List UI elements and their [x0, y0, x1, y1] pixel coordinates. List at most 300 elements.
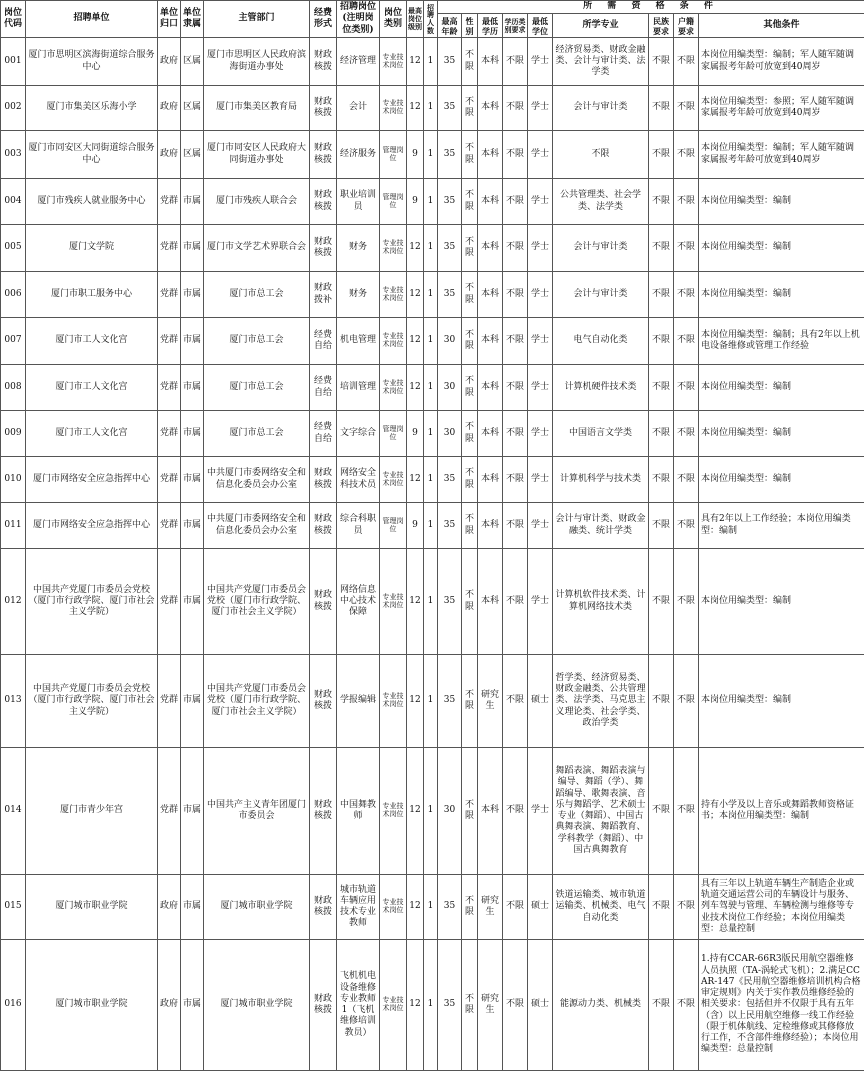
- table-row: [1, 272, 864, 318]
- cell-other: 本岗位用编类型：编制: [699, 457, 864, 503]
- cell-num: 1: [424, 179, 438, 225]
- cell-nation: 不限: [649, 503, 674, 549]
- cell-postcat: 专业技术岗位: [380, 549, 407, 655]
- cell-edu: 本科: [478, 318, 503, 365]
- cell-hukou: 不限: [674, 940, 699, 1071]
- header-other: 其他条件: [699, 14, 864, 38]
- cell-affil: 市属: [181, 457, 204, 503]
- table-row: [1, 940, 864, 1071]
- cell-postcat: 专业技术岗位: [380, 86, 407, 131]
- cell-funding: 财政核拨: [310, 655, 337, 748]
- cell-postcat: 专业技术岗位: [380, 748, 407, 875]
- cell-level: 12: [407, 940, 424, 1071]
- header-edu: 最低学历: [478, 14, 503, 38]
- cell-post: 综合科职员: [337, 503, 380, 549]
- cell-post: 财务: [337, 272, 380, 318]
- table-row: [1, 318, 864, 365]
- cell-other: 本岗位用编类型：编制: [699, 225, 864, 272]
- cell-num: 1: [424, 38, 438, 86]
- cell-degree: 学士: [528, 179, 553, 225]
- cell-edu: 研究生: [478, 940, 503, 1071]
- cell-code: 012: [1, 549, 26, 655]
- cell-age: 35: [438, 549, 462, 655]
- cell-degree: 学士: [528, 457, 553, 503]
- cell-nation: 不限: [649, 748, 674, 875]
- cell-edu: 本科: [478, 549, 503, 655]
- table-row: [1, 38, 864, 86]
- cell-dept: 厦门城市职业学院: [204, 875, 310, 940]
- header-level: 最高岗位级别: [407, 1, 424, 38]
- cell-sex: 不限: [462, 655, 478, 748]
- cell-age: 30: [438, 411, 462, 457]
- cell-num: 1: [424, 411, 438, 457]
- cell-funding: 财政核拨: [310, 748, 337, 875]
- cell-other: 本岗位用编类型：编制: [699, 272, 864, 318]
- cell-level: 12: [407, 457, 424, 503]
- cell-major: 会计与审计类: [553, 272, 649, 318]
- header-age: 最高年龄: [438, 14, 462, 38]
- cell-major: 不限: [553, 131, 649, 179]
- cell-level: 9: [407, 411, 424, 457]
- cell-affil: 市属: [181, 503, 204, 549]
- cell-funding: 经费自给: [310, 411, 337, 457]
- cell-eduwant: 不限: [503, 179, 528, 225]
- cell-major: 电气自动化类: [553, 318, 649, 365]
- cell-affil: 市属: [181, 411, 204, 457]
- cell-major: 计算机软件技术类、计算机网络技术类: [553, 549, 649, 655]
- cell-funding: 财政拨补: [310, 272, 337, 318]
- cell-sex: 不限: [462, 318, 478, 365]
- cell-unit: 厦门市工人文化宫: [26, 318, 158, 365]
- cell-post: 职业培训员: [337, 179, 380, 225]
- cell-eduwant: 不限: [503, 549, 528, 655]
- cell-affil: 市属: [181, 748, 204, 875]
- cell-post: 网络信息中心技术保障: [337, 549, 380, 655]
- cell-unit: 厦门市工人文化宫: [26, 365, 158, 411]
- cell-edu: 本科: [478, 365, 503, 411]
- cell-funding: 财政核拨: [310, 457, 337, 503]
- cell-num: 1: [424, 875, 438, 940]
- cell-level: 12: [407, 748, 424, 875]
- cell-eduwant: 不限: [503, 875, 528, 940]
- cell-nation: 不限: [649, 318, 674, 365]
- cell-sex: 不限: [462, 272, 478, 318]
- cell-hukou: 不限: [674, 272, 699, 318]
- cell-eduwant: 不限: [503, 225, 528, 272]
- cell-other: 本岗位用编类型：参照；军人随军随调家属报考年龄可放宽到40周岁: [699, 86, 864, 131]
- cell-eduwant: 不限: [503, 411, 528, 457]
- cell-num: 1: [424, 86, 438, 131]
- cell-level: 12: [407, 549, 424, 655]
- cell-dept: 厦门城市职业学院: [204, 940, 310, 1071]
- cell-degree: 学士: [528, 86, 553, 131]
- cell-dept: 厦门市总工会: [204, 365, 310, 411]
- cell-code: 004: [1, 179, 26, 225]
- cell-major: 公共管理类、社会学类、法学类: [553, 179, 649, 225]
- cell-edu: 研究生: [478, 655, 503, 748]
- cell-affil: 市属: [181, 940, 204, 1071]
- cell-nation: 不限: [649, 86, 674, 131]
- cell-other: 1.持有CCAR-66R3版民用航空器维修人员执照（TA-涡轮式飞机）；2.满足CCAR-147《民用航空器维修培训机构合格审定规则》内关于实作教员维修经验的相关要求：包括但并不仅限于具有五年（含）以上民用航空维修一线工作经验（限于机体航线、定检维修或其修修放行工作，不含部件维修经验）；本岗位用编类型：总量控制: [699, 940, 864, 1071]
- cell-num: 1: [424, 748, 438, 875]
- cell-degree: 硕士: [528, 875, 553, 940]
- cell-unit: 厦门城市职业学院: [26, 940, 158, 1071]
- cell-degree: 学士: [528, 411, 553, 457]
- cell-sex: 不限: [462, 38, 478, 86]
- cell-age: 35: [438, 38, 462, 86]
- cell-hukou: 不限: [674, 655, 699, 748]
- cell-post: 飞机机电设备维修专业教师1（飞机维修培训教员）: [337, 940, 380, 1071]
- cell-nation: 不限: [649, 549, 674, 655]
- cell-unit: 厦门市思明区滨海街道综合服务中心: [26, 38, 158, 86]
- cell-age: 35: [438, 503, 462, 549]
- cell-edu: 本科: [478, 272, 503, 318]
- cell-hukou: 不限: [674, 875, 699, 940]
- table-row: [1, 748, 864, 875]
- cell-hukou: 不限: [674, 549, 699, 655]
- cell-code: 016: [1, 940, 26, 1071]
- cell-funding: 财政核拨: [310, 549, 337, 655]
- cell-belong: 党群: [158, 179, 181, 225]
- cell-belong: 党群: [158, 272, 181, 318]
- cell-edu: 本科: [478, 411, 503, 457]
- cell-other: 本岗位用编类型：编制；军人随军随调家属报考年龄可放宽到40周岁: [699, 38, 864, 86]
- cell-other: 本岗位用编类型：编制: [699, 549, 864, 655]
- cell-age: 30: [438, 365, 462, 411]
- cell-unit: 厦门市网络安全应急指挥中心: [26, 503, 158, 549]
- cell-hukou: 不限: [674, 748, 699, 875]
- cell-eduwant: 不限: [503, 131, 528, 179]
- cell-code: 008: [1, 365, 26, 411]
- cell-funding: 经费自给: [310, 318, 337, 365]
- cell-postcat: 专业技术岗位: [380, 655, 407, 748]
- cell-eduwant: 不限: [503, 86, 528, 131]
- cell-nation: 不限: [649, 38, 674, 86]
- table-row: [1, 457, 864, 503]
- cell-sex: 不限: [462, 748, 478, 875]
- cell-age: 30: [438, 318, 462, 365]
- cell-belong: 党群: [158, 411, 181, 457]
- header-degree: 最低学位: [528, 14, 553, 38]
- cell-other: 具有2年以上工作经验；本岗位用编类型：编制: [699, 503, 864, 549]
- cell-major: 能源动力类、机械类: [553, 940, 649, 1071]
- cell-sex: 不限: [462, 365, 478, 411]
- cell-postcat: 管理岗位: [380, 411, 407, 457]
- cell-major: 会计与审计类: [553, 225, 649, 272]
- table-header: [1, 1, 864, 38]
- cell-code: 014: [1, 748, 26, 875]
- cell-dept: 厦门市文学艺术界联合会: [204, 225, 310, 272]
- cell-nation: 不限: [649, 940, 674, 1071]
- cell-other: 具有三年以上轨道车辆生产制造企业或轨道交通运营公司的车辆设计与服务、列车驾驶与管理、车辆检测与维修等专业技术岗位工作经验；本岗位用编类型：总量控制: [699, 875, 864, 940]
- header-unit: 招聘单位: [26, 1, 158, 38]
- cell-nation: 不限: [649, 875, 674, 940]
- cell-major: 计算机科学与技术类: [553, 457, 649, 503]
- cell-post: 学报编辑: [337, 655, 380, 748]
- cell-eduwant: 不限: [503, 272, 528, 318]
- cell-unit: 厦门市职工服务中心: [26, 272, 158, 318]
- cell-unit: 厦门市残疾人就业服务中心: [26, 179, 158, 225]
- cell-affil: 市属: [181, 179, 204, 225]
- cell-level: 12: [407, 365, 424, 411]
- cell-belong: 党群: [158, 457, 181, 503]
- cell-funding: 财政核拨: [310, 503, 337, 549]
- cell-unit: 中国共产党厦门市委员会党校（厦门市行政学院、厦门市社会主义学院）: [26, 655, 158, 748]
- cell-hukou: 不限: [674, 365, 699, 411]
- cell-age: 35: [438, 940, 462, 1071]
- cell-num: 1: [424, 365, 438, 411]
- cell-affil: 区属: [181, 86, 204, 131]
- cell-major: 会计与审计类、财政金融类、统计学类: [553, 503, 649, 549]
- header-postcat: 岗位类别: [380, 1, 407, 38]
- cell-funding: 财政核拨: [310, 875, 337, 940]
- cell-degree: 学士: [528, 503, 553, 549]
- cell-hukou: 不限: [674, 38, 699, 86]
- cell-sex: 不限: [462, 875, 478, 940]
- cell-eduwant: 不限: [503, 457, 528, 503]
- header-qualifications: 所 需 资 格 条 件: [438, 1, 864, 14]
- cell-funding: 经费自给: [310, 365, 337, 411]
- header-sex: 性别: [462, 14, 478, 38]
- header-num: 招聘人数: [424, 1, 438, 38]
- cell-affil: 市属: [181, 365, 204, 411]
- cell-postcat: 专业技术岗位: [380, 225, 407, 272]
- cell-postcat: 管理岗位: [380, 503, 407, 549]
- cell-level: 9: [407, 131, 424, 179]
- cell-degree: 学士: [528, 38, 553, 86]
- cell-level: 12: [407, 86, 424, 131]
- cell-age: 35: [438, 655, 462, 748]
- cell-edu: 本科: [478, 86, 503, 131]
- cell-degree: 硕士: [528, 940, 553, 1071]
- cell-age: 35: [438, 272, 462, 318]
- cell-affil: 市属: [181, 549, 204, 655]
- cell-hukou: 不限: [674, 318, 699, 365]
- table-row: [1, 86, 864, 131]
- cell-edu: 本科: [478, 179, 503, 225]
- cell-edu: 研究生: [478, 875, 503, 940]
- cell-dept: 厦门市总工会: [204, 272, 310, 318]
- cell-major: 哲学类、经济贸易类、财政金融类、公共管理类、法学类、马克思主义理论类、社会学类、政治学类: [553, 655, 649, 748]
- table-row: [1, 411, 864, 457]
- cell-age: 35: [438, 225, 462, 272]
- cell-edu: 本科: [478, 748, 503, 875]
- cell-sex: 不限: [462, 503, 478, 549]
- cell-postcat: 专业技术岗位: [380, 272, 407, 318]
- cell-code: 015: [1, 875, 26, 940]
- cell-dept: 厦门市总工会: [204, 318, 310, 365]
- cell-major: 舞蹈表演、舞蹈表演与编导、舞蹈（学）、舞蹈编导、歌舞表演、音乐与舞蹈学、艺术硕士专业（舞蹈）、中国古典舞表演、舞蹈教育、学科教学（舞蹈）、中国古典舞教育: [553, 748, 649, 875]
- cell-num: 1: [424, 131, 438, 179]
- cell-edu: 本科: [478, 38, 503, 86]
- cell-belong: 政府: [158, 875, 181, 940]
- cell-nation: 不限: [649, 179, 674, 225]
- cell-code: 001: [1, 38, 26, 86]
- cell-belong: 党群: [158, 748, 181, 875]
- header-post: 招聘岗位(注明岗位类别): [337, 1, 380, 38]
- cell-major: 计算机硬件技术类: [553, 365, 649, 411]
- cell-nation: 不限: [649, 655, 674, 748]
- cell-postcat: 专业技术岗位: [380, 457, 407, 503]
- cell-dept: 厦门市总工会: [204, 411, 310, 457]
- cell-other: 持有小学及以上音乐或舞蹈教师资格证书；本岗位用编类型：编制: [699, 748, 864, 875]
- table-row: [1, 225, 864, 272]
- header-belong: 单位归口: [158, 1, 181, 38]
- cell-age: 35: [438, 86, 462, 131]
- cell-edu: 本科: [478, 503, 503, 549]
- cell-code: 010: [1, 457, 26, 503]
- cell-belong: 党群: [158, 549, 181, 655]
- cell-funding: 财政核拨: [310, 86, 337, 131]
- cell-num: 1: [424, 655, 438, 748]
- cell-hukou: 不限: [674, 225, 699, 272]
- table-row: [1, 131, 864, 179]
- cell-dept: 厦门市集美区教育局: [204, 86, 310, 131]
- cell-post: 经济管理: [337, 38, 380, 86]
- cell-sex: 不限: [462, 549, 478, 655]
- cell-sex: 不限: [462, 940, 478, 1071]
- cell-major: 中国语言文学类: [553, 411, 649, 457]
- header-major: 所学专业: [553, 14, 649, 38]
- table-row: [1, 655, 864, 748]
- cell-num: 1: [424, 549, 438, 655]
- cell-nation: 不限: [649, 272, 674, 318]
- cell-dept: 厦门市思明区人民政府滨海街道办事处: [204, 38, 310, 86]
- cell-post: 财务: [337, 225, 380, 272]
- cell-post: 中国舞教师: [337, 748, 380, 875]
- cell-age: 35: [438, 875, 462, 940]
- cell-unit: 厦门市青少年宫: [26, 748, 158, 875]
- table-row: [1, 549, 864, 655]
- cell-age: 35: [438, 457, 462, 503]
- cell-affil: 市属: [181, 318, 204, 365]
- cell-post: 网络安全科技术员: [337, 457, 380, 503]
- cell-hukou: 不限: [674, 457, 699, 503]
- header-funding: 经费形式: [310, 1, 337, 38]
- cell-postcat: 专业技术岗位: [380, 318, 407, 365]
- cell-nation: 不限: [649, 225, 674, 272]
- cell-degree: 学士: [528, 748, 553, 875]
- cell-sex: 不限: [462, 411, 478, 457]
- header-code: 岗位代码: [1, 1, 26, 38]
- cell-belong: 政府: [158, 940, 181, 1071]
- cell-affil: 区属: [181, 38, 204, 86]
- header-hukou: 户籍要求: [674, 14, 699, 38]
- header-nation: 民族要求: [649, 14, 674, 38]
- cell-dept: 厦门市同安区人民政府大同街道办事处: [204, 131, 310, 179]
- cell-sex: 不限: [462, 225, 478, 272]
- cell-level: 12: [407, 38, 424, 86]
- cell-edu: 本科: [478, 225, 503, 272]
- cell-degree: 学士: [528, 365, 553, 411]
- header-eduwant: 学历类别要求: [503, 14, 528, 38]
- cell-dept: 中国共产主义青年团厦门市委员会: [204, 748, 310, 875]
- table-row: [1, 179, 864, 225]
- cell-belong: 党群: [158, 318, 181, 365]
- cell-level: 12: [407, 318, 424, 365]
- cell-num: 1: [424, 940, 438, 1071]
- cell-code: 002: [1, 86, 26, 131]
- cell-post: 经济服务: [337, 131, 380, 179]
- cell-belong: 政府: [158, 86, 181, 131]
- cell-affil: 市属: [181, 875, 204, 940]
- cell-unit: 厦门市工人文化宫: [26, 411, 158, 457]
- cell-code: 006: [1, 272, 26, 318]
- cell-level: 12: [407, 272, 424, 318]
- cell-degree: 学士: [528, 272, 553, 318]
- cell-num: 1: [424, 457, 438, 503]
- cell-major: 经济贸易类、财政金融类、会计与审计类、法学类: [553, 38, 649, 86]
- cell-unit: 厦门文学院: [26, 225, 158, 272]
- cell-edu: 本科: [478, 457, 503, 503]
- cell-belong: 党群: [158, 225, 181, 272]
- cell-funding: 财政核拨: [310, 131, 337, 179]
- cell-sex: 不限: [462, 131, 478, 179]
- cell-hukou: 不限: [674, 179, 699, 225]
- cell-postcat: 专业技术岗位: [380, 38, 407, 86]
- cell-belong: 政府: [158, 38, 181, 86]
- cell-post: 会计: [337, 86, 380, 131]
- cell-code: 003: [1, 131, 26, 179]
- cell-postcat: 管理岗位: [380, 131, 407, 179]
- cell-age: 35: [438, 179, 462, 225]
- cell-code: 011: [1, 503, 26, 549]
- cell-eduwant: 不限: [503, 748, 528, 875]
- cell-dept: 厦门市残疾人联合会: [204, 179, 310, 225]
- cell-dept: 中共厦门市委网络安全和信息化委员会办公室: [204, 457, 310, 503]
- cell-eduwant: 不限: [503, 655, 528, 748]
- cell-code: 007: [1, 318, 26, 365]
- cell-nation: 不限: [649, 457, 674, 503]
- cell-hukou: 不限: [674, 131, 699, 179]
- cell-code: 005: [1, 225, 26, 272]
- cell-nation: 不限: [649, 131, 674, 179]
- cell-unit: 厦门市网络安全应急指挥中心: [26, 457, 158, 503]
- cell-num: 1: [424, 272, 438, 318]
- cell-level: 9: [407, 179, 424, 225]
- cell-level: 12: [407, 875, 424, 940]
- cell-belong: 党群: [158, 655, 181, 748]
- cell-post: 文字综合: [337, 411, 380, 457]
- cell-eduwant: 不限: [503, 38, 528, 86]
- cell-level: 12: [407, 225, 424, 272]
- cell-code: 013: [1, 655, 26, 748]
- cell-dept: 中国共产党厦门市委员会党校（厦门市行政学院、厦门市社会主义学院）: [204, 549, 310, 655]
- cell-degree: 学士: [528, 318, 553, 365]
- cell-belong: 政府: [158, 131, 181, 179]
- cell-funding: 财政核拨: [310, 225, 337, 272]
- cell-unit: 厦门市同安区大同街道综合服务中心: [26, 131, 158, 179]
- cell-post: 培训管理: [337, 365, 380, 411]
- cell-postcat: 专业技术岗位: [380, 365, 407, 411]
- cell-sex: 不限: [462, 179, 478, 225]
- cell-other: 本岗位用编类型：编制；军人随军随调家属报考年龄可放宽到40周岁: [699, 131, 864, 179]
- cell-sex: 不限: [462, 457, 478, 503]
- cell-hukou: 不限: [674, 86, 699, 131]
- header-dept: 主管部门: [204, 1, 310, 38]
- cell-dept: 中国共产党厦门市委员会党校（厦门市行政学院、厦门市社会主义学院）: [204, 655, 310, 748]
- cell-age: 35: [438, 131, 462, 179]
- table-body: [1, 38, 864, 1071]
- cell-hukou: 不限: [674, 503, 699, 549]
- table-row: [1, 875, 864, 940]
- cell-age: 30: [438, 748, 462, 875]
- cell-eduwant: 不限: [503, 318, 528, 365]
- cell-code: 009: [1, 411, 26, 457]
- cell-degree: 学士: [528, 549, 553, 655]
- cell-affil: 市属: [181, 272, 204, 318]
- cell-postcat: 专业技术岗位: [380, 875, 407, 940]
